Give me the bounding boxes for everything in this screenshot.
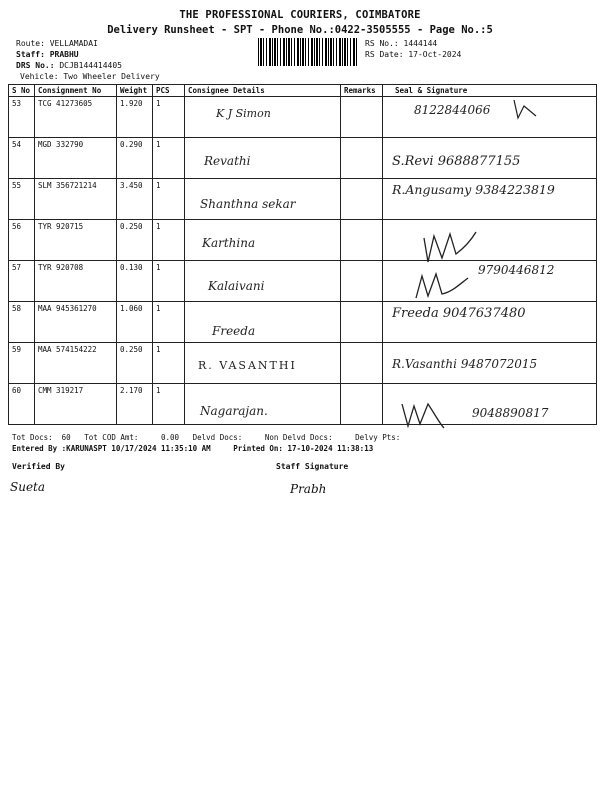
seal-cell [383,179,597,220]
staff-text: Staff: PRABHU [16,50,79,59]
seal-cell [383,384,597,425]
remarks-cell [341,138,383,179]
seal-handwriting: Freeda 9047637480 [392,306,526,321]
sno-cell: 59 [9,343,35,384]
col-header-consignee: Consignee Details [185,85,341,97]
rs-number: RS No.: 1444144 [365,39,438,48]
weight-cell: 0.130 [117,261,153,302]
sno-cell: 57 [9,261,35,302]
consignee-handwriting: Freeda [212,324,256,338]
col-header-remarks: Remarks [341,85,383,97]
remarks-cell [341,220,383,261]
consignment-cell: MAA 574154222 [35,343,117,384]
pcs-cell: 1 [153,138,185,179]
pcs-cell: 1 [153,179,185,220]
seal-handwriting: 9790446812 [478,263,555,277]
pcs-cell: 1 [153,261,185,302]
table-row [9,302,597,343]
consignment-cell: MAA 945361270 [35,302,117,343]
verified-signature: Sueta [10,480,46,494]
consignee-handwriting: K J Simon [216,107,271,120]
totals-line: Tot Docs: 60 Tot COD Amt: 0.00 Delvd Docs: Non Delvd Docs: Delvy Pts: [12,433,401,442]
consignee-cell [185,302,341,343]
sno-cell: 53 [9,97,35,138]
consignee-cell [185,179,341,220]
drs-number [16,60,122,71]
consignee-cell [185,97,341,138]
consignee-cell [185,261,341,302]
seal-cell [383,261,597,302]
consignment-cell: TYR 920715 [35,220,117,261]
col-header-pcs: PCS [153,85,185,97]
entered-by-line: Entered By :KARUNASPT 10/17/2024 11:35:10 AM Printed On: 17-10-2024 11:38:13 [12,444,374,453]
drs-label: DRS No.: [16,61,55,70]
consignee-cell [185,220,341,261]
col-header-consignment: Consignment No [35,85,117,97]
col-header-weight: Weight [117,85,153,97]
remarks-cell [341,179,383,220]
consignee-handwriting: Kalaivani [208,279,265,293]
consignee-cell [185,138,341,179]
table-row [9,343,597,384]
remarks-cell [341,302,383,343]
weight-cell: 2.170 [117,384,153,425]
table-row [9,179,597,220]
pcs-cell: 1 [153,302,185,343]
pcs-cell: 1 [153,384,185,425]
consignment-cell: CMM 319217 [35,384,117,425]
runsheet-subtitle: Delivery Runsheet - SPT - Phone No.:0422-3505555 - Page No.:5 [107,24,493,36]
seal-cell [383,138,597,179]
route-text: Route: VELLAMADAI [16,39,98,48]
seal-handwriting: R.Angusamy 9384223819 [392,182,555,197]
remarks-cell [341,384,383,425]
weight-cell: 0.250 [117,220,153,261]
pcs-cell: 1 [153,343,185,384]
sno-cell: 58 [9,302,35,343]
weight-cell: 1.920 [117,97,153,138]
staff-signature-label: Staff Signature [276,462,349,471]
consignment-cell: TYR 920708 [35,261,117,302]
remarks-cell [341,261,383,302]
seal-handwriting: 9048890817 [472,406,549,420]
table-row [9,261,597,302]
verified-by-label: Verified By [12,462,65,471]
seal-cell [383,302,597,343]
vehicle-text: Vehicle: Two Wheeler Delivery [20,72,160,81]
table-header-row [9,85,597,97]
consignment-cell: TCG 41273605 [35,97,117,138]
remarks-cell [341,97,383,138]
consignee-handwriting: Nagarajan. [200,404,268,418]
seal-handwriting: R.Vasanthi 9487072015 [392,357,538,371]
company-title: THE PROFESSIONAL COURIERS, COIMBATORE [179,9,421,21]
consignment-cell: MGD 332790 [35,138,117,179]
drs-value: DCJB144414405 [59,61,122,70]
sno-cell: 60 [9,384,35,425]
pcs-cell: 1 [153,97,185,138]
table-row [9,138,597,179]
consignee-cell [185,384,341,425]
remarks-cell [341,343,383,384]
table-row [9,384,597,425]
seal-cell [383,220,597,261]
seal-handwriting: 8122844066 [414,103,491,117]
sno-cell: 54 [9,138,35,179]
weight-cell: 0.290 [117,138,153,179]
consignment-cell: SLM 356721214 [35,179,117,220]
sno-cell: 55 [9,179,35,220]
sno-cell: 56 [9,220,35,261]
consignee-handwriting: Shanthna sekar [200,197,296,211]
staff-signature: Prabh [290,482,327,496]
seal-cell [383,343,597,384]
col-header-seal: Seal & Signature [383,85,597,97]
weight-cell: 3.450 [117,179,153,220]
col-header-sno: S No [9,85,35,97]
seal-cell [383,97,597,138]
consignee-handwriting: Revathi [204,154,251,168]
seal-handwriting: S.Revi 9688877155 [392,154,521,169]
runsheet-table [8,84,597,425]
consignee-handwriting: R. VASANTHI [198,359,297,372]
weight-cell: 1.060 [117,302,153,343]
table-row [9,97,597,138]
consignee-handwriting: Karthina [202,236,256,250]
rs-date: RS Date: 17-Oct-2024 [365,50,462,59]
weight-cell: 0.250 [117,343,153,384]
barcode-image [258,38,358,66]
consignee-cell [185,343,341,384]
table-row [9,220,597,261]
pcs-cell: 1 [153,220,185,261]
